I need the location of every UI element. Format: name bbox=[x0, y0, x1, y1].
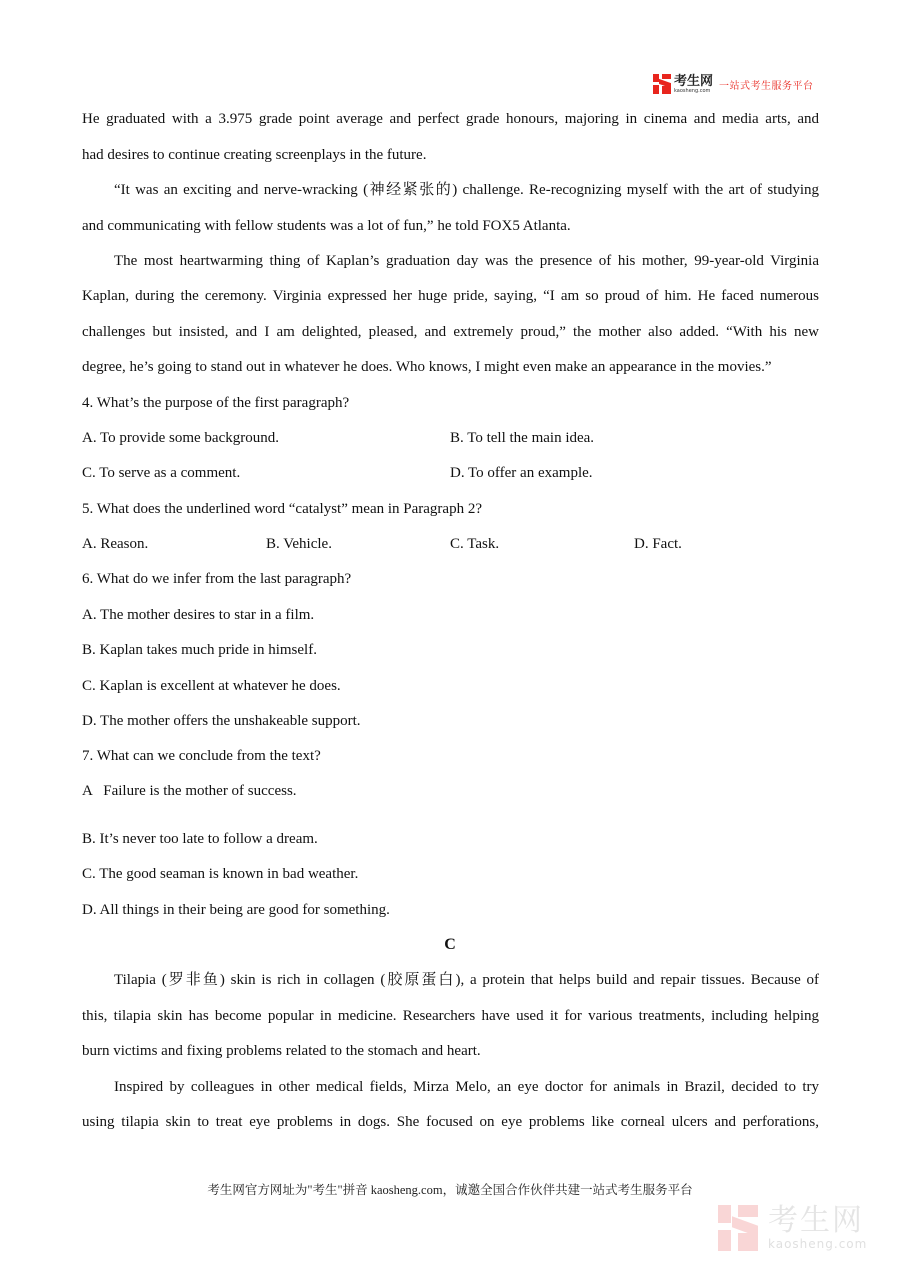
paragraph-line: The most heartwarming thing of Kaplan’s graduation day was the presence of his mother, 99-year-old Virginia bbox=[114, 253, 819, 269]
option-c: C. The good seaman is known in bad weather. bbox=[82, 866, 359, 882]
question-stem: 7. What can we conclude from the text? bbox=[82, 748, 321, 764]
option-c: C. To serve as a comment. bbox=[82, 465, 241, 481]
option-d: D. To offer an example. bbox=[450, 465, 593, 481]
option-c: C. Task. bbox=[450, 536, 500, 552]
header-logo bbox=[653, 73, 814, 95]
option-c: C. Kaplan is excellent at whatever he does. bbox=[82, 678, 341, 694]
paragraph-line: using tilapia skin to treat eye problems in dogs. She focused on eye problems like corneal ulcers and perforations, bbox=[82, 1114, 819, 1130]
footer-text: 考生网官方网址为"考生"拼音 kaosheng.com，诚邀全国合作伙伴共建一站式考生服务平台 bbox=[207, 1183, 693, 1197]
kaosheng-watermark-icon bbox=[718, 1205, 758, 1251]
watermark bbox=[718, 1205, 867, 1251]
option-d: D. All things in their being are good for something. bbox=[82, 902, 390, 918]
paragraph-line: Kaplan, during the ceremony. Virginia expressed her huge pride, saying, “I am so proud of him. He faced numerous bbox=[82, 288, 819, 304]
question-stem: 6. What do we infer from the last paragraph? bbox=[82, 571, 352, 587]
logo-en-text: kaosheng.com bbox=[674, 87, 711, 94]
section-heading: C bbox=[444, 936, 456, 953]
paragraph-line: and communicating with fellow students was a lot of fun,” he told FOX5 Atlanta. bbox=[82, 218, 571, 234]
paragraph-line: this, tilapia skin has become popular in medicine. Researchers have used it for various treatments, including helping bbox=[82, 1008, 819, 1024]
watermark-cn-text: 考生网 bbox=[768, 1203, 864, 1238]
option-b: B. To tell the main idea. bbox=[450, 430, 595, 446]
option-d: D. Fact. bbox=[634, 536, 682, 552]
paragraph-line: Inspired by colleagues in other medical fields, Mirza Melo, an eye doctor for animals in Brazil, decided to try bbox=[114, 1079, 819, 1095]
kaosheng-logo-icon bbox=[653, 74, 671, 94]
watermark-en-text: kaosheng.com bbox=[768, 1237, 868, 1251]
option-b: B. Kaplan takes much pride in himself. bbox=[82, 642, 317, 658]
question-stem: 4. What’s the purpose of the first paragraph? bbox=[82, 395, 350, 411]
logo-cn-text: 考生网 bbox=[674, 73, 714, 89]
paragraph-line: He graduated with a 3.975 grade point average and perfect grade honours, majoring in cinema and media arts, and bbox=[82, 111, 819, 127]
option-d: D. The mother offers the unshakeable support. bbox=[82, 713, 361, 729]
option-a: A Failure is the mother of success. bbox=[82, 783, 297, 799]
option-a: A. The mother desires to star in a film. bbox=[82, 607, 315, 623]
question-stem: 5. What does the underlined word “catalyst” mean in Paragraph 2? bbox=[82, 501, 482, 517]
option-b: B. Vehicle. bbox=[266, 536, 332, 552]
paragraph-line: burn victims and fixing problems related to the stomach and heart. bbox=[82, 1043, 481, 1059]
option-a: A. Reason. bbox=[82, 536, 149, 552]
paragraph-line: degree, he’s going to stand out in whatever he does. Who knows, I might even make an appearance in the movies.” bbox=[82, 359, 772, 375]
paragraph-line: challenges but insisted, and I am delighted, pleased, and extremely proud,” the mother also added. “With his new bbox=[82, 324, 819, 340]
header-slogan: 一站式考生服务平台 bbox=[719, 80, 814, 92]
option-a: A. To provide some background. bbox=[82, 430, 279, 446]
option-b: B. It’s never too late to follow a dream. bbox=[82, 831, 318, 847]
paragraph-line: Tilapia (罗非鱼) skin is rich in collagen (胶原蛋白), a protein that helps build and repair tissues. Because of bbox=[114, 972, 819, 988]
paragraph-line: had desires to continue creating screenplays in the future. bbox=[82, 147, 427, 163]
paragraph-line: “It was an exciting and nerve-wracking (神经紧张的) challenge. Re-recognizing myself with the art of studying bbox=[114, 182, 819, 198]
